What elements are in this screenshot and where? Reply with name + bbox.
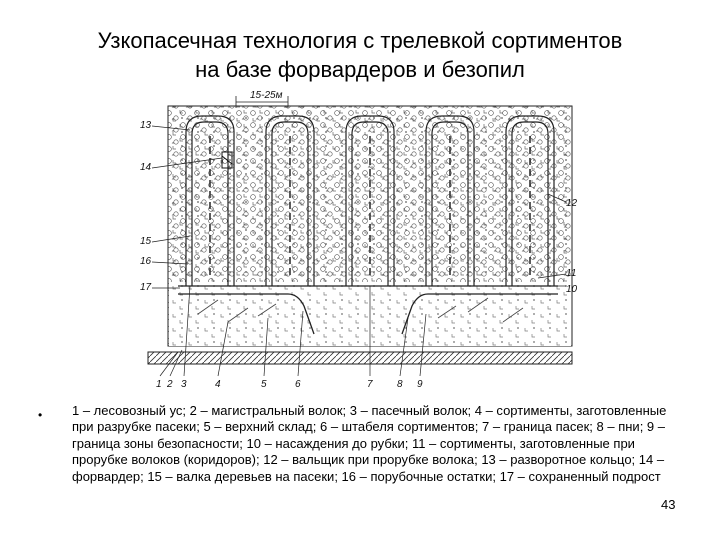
label-8: 8 <box>397 379 403 390</box>
bullet: • <box>38 408 43 422</box>
dimension-label: 15-25м <box>250 90 283 101</box>
figure-caption: 1 – лесовозный ус; 2 – магистральный волок; 3 – пасечный волок; 4 – сортименты, заготовленные при разрубке пасеки; 5 – верхний склад; 6 – штабеля сортиментов; 7 – граница пасек; 8 – пни; 9 – граница зоны безопасности; 10 – насаждения до рубки; 11 – сортименты, заготовленные при прорубке волоков (коридоров); 12 – вальщик при прорубке волока; 13 – разворотное кольцо; 14 – форвардер; 15 – валка деревьев на пасеки; 16 – порубочные остатки; 17 – сохраненный подрост <box>72 403 667 484</box>
label-1: 1 <box>156 379 162 390</box>
label-6: 6 <box>295 379 301 390</box>
label-17: 17 <box>140 282 152 293</box>
haul-road <box>148 352 572 364</box>
slide-title-line-2: на базе форвардеров и безопил <box>195 57 525 82</box>
label-12: 12 <box>566 198 578 209</box>
label-16: 16 <box>140 256 152 267</box>
page-number: 43 <box>661 497 676 512</box>
label-13: 13 <box>140 120 152 131</box>
label-4: 4 <box>215 379 221 390</box>
label-5: 5 <box>261 379 267 390</box>
label-11: 11 <box>566 268 577 279</box>
label-7: 7 <box>367 379 373 390</box>
label-2: 2 <box>167 379 173 390</box>
label-14: 14 <box>140 162 152 173</box>
forest-layout-diagram <box>138 86 578 398</box>
label-15: 15 <box>140 236 152 247</box>
slide-title <box>40 26 680 84</box>
label-9: 9 <box>417 379 423 390</box>
label-10: 10 <box>566 284 578 295</box>
slide-title-line-1: Узкопасечная технология с трелевкой сортиментов <box>97 28 623 53</box>
label-3: 3 <box>181 379 187 390</box>
dimension-marker <box>236 90 288 108</box>
